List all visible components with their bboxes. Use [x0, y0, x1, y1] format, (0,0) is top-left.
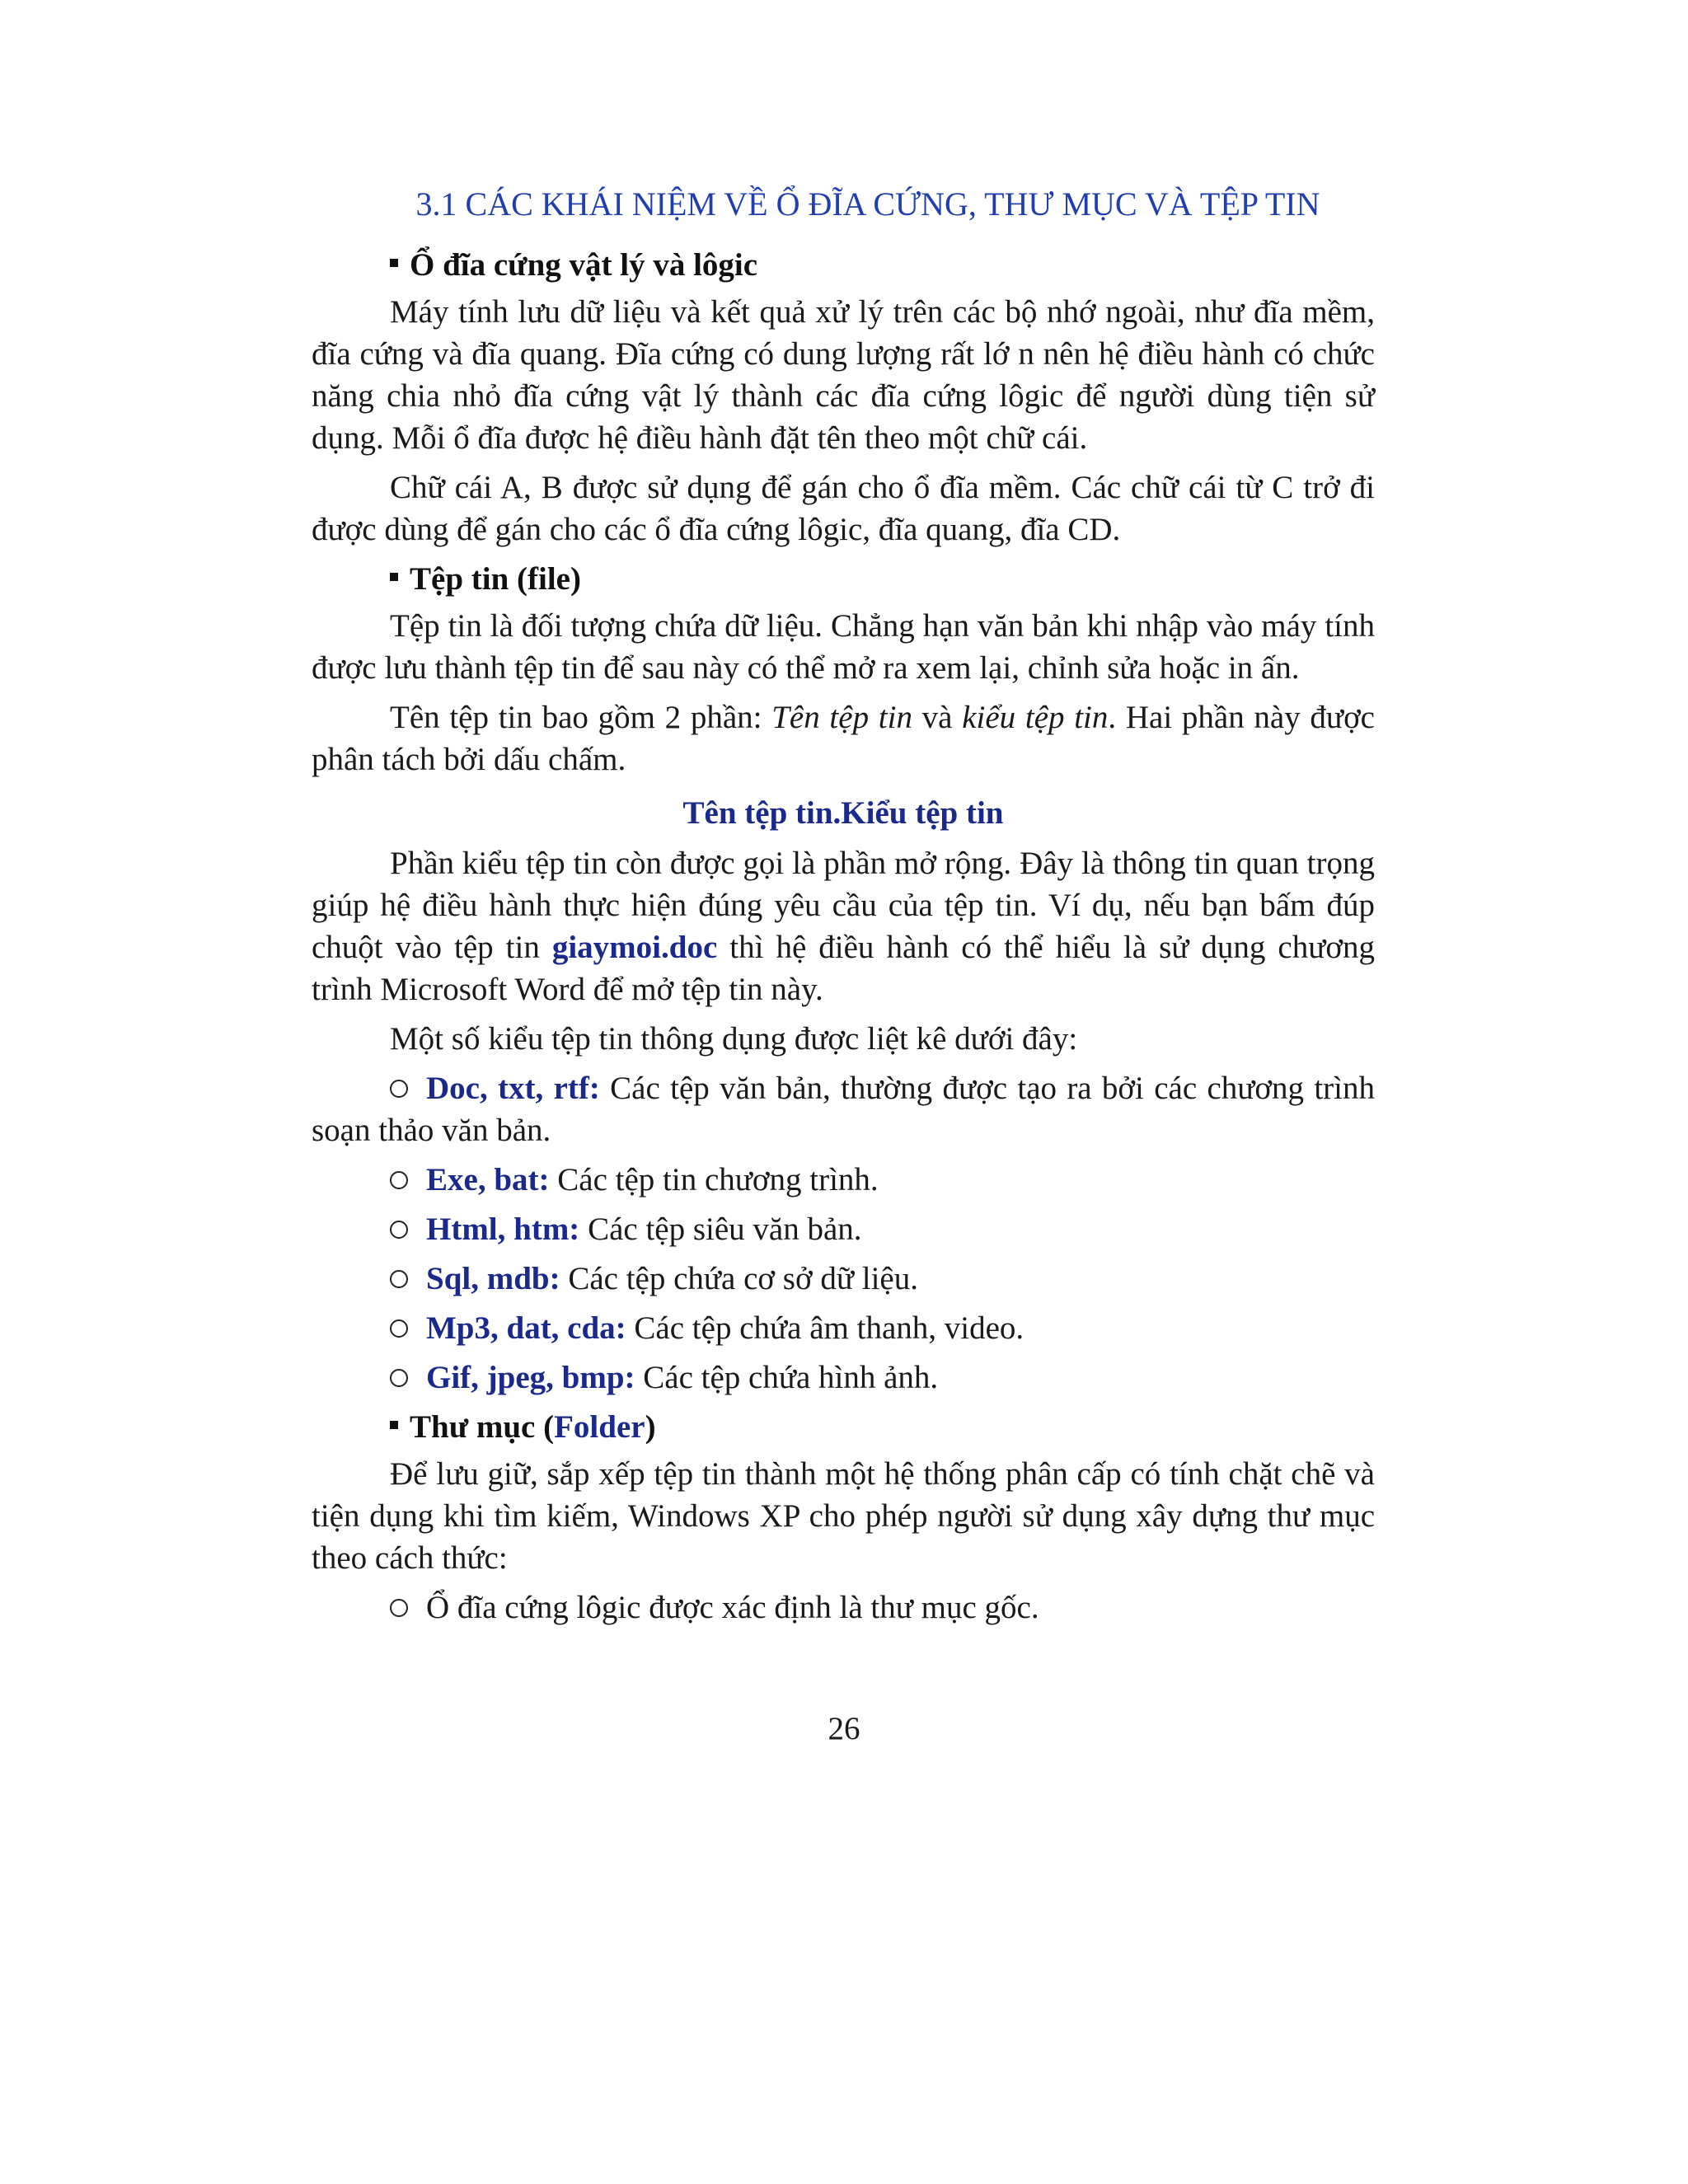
circle-bullet-icon — [390, 1171, 408, 1189]
text-run: Tên tệp tin bao gồm 2 phần: — [390, 700, 772, 735]
filename-format: Tên tệp tin.Kiểu tệp tin — [682, 795, 1004, 831]
square-bullet-icon — [390, 1421, 398, 1429]
subheading-text: Tệp tin (file) — [410, 561, 581, 597]
paragraph: Để lưu giữ, sắp xếp tệp tin thành một hệ thống phân cấp có tính chặt chẽ và tiện dụng khi tìm kiếm, Windows XP cho phép người sử dụng xây dựng thư mục theo cách thức: — [312, 1456, 1375, 1576]
list-item-text: Ổ đĩa cứng lôgic được xác định là thư mục gốc. — [426, 1590, 1039, 1625]
circle-bullet-icon — [390, 1221, 408, 1239]
list-item — [312, 1307, 1375, 1349]
circle-bullet-icon — [390, 1080, 408, 1098]
file-type-desc: Các tệp chứa âm thanh, video. — [626, 1310, 1025, 1346]
italic-term: kiểu tệp tin — [962, 700, 1109, 735]
subheading-folder — [312, 1406, 1375, 1448]
paragraph-filename — [312, 696, 1375, 780]
subheading-text: Ổ đĩa cứng vật lý và lôgic — [410, 247, 758, 283]
square-bullet-icon — [390, 573, 398, 581]
page-content — [312, 180, 1375, 1636]
text-run: Phần kiểu tệp tin còn được gọi là phần mở rộng. Đây là thông tin quan trọng giúp hệ điều hành thực hiện đúng yêu cầu của tệp tin. Ví dụ, nếu bạn bấm đúp chuột vào tệp tin — [312, 846, 1375, 965]
file-type-desc: Các tệp chứa cơ sở dữ liệu. — [560, 1261, 918, 1296]
circle-bullet-icon — [390, 1369, 408, 1387]
list-item — [312, 1586, 1375, 1629]
example-filename: giaymoi.doc — [551, 930, 718, 965]
list-item — [312, 1258, 1375, 1300]
file-type-desc: Các tệp chứa hình ảnh. — [635, 1360, 939, 1395]
text-run: . Hai phần này được phân tách bởi dấu chấm. — [312, 700, 1375, 777]
paragraph: Tệp tin là đối tượng chứa dữ liệu. Chẳng hạn văn bản khi nhập vào máy tính được lưu thành tệp tin để sau này có thể mở ra xem lại, chỉnh sửa hoặc in ấn. — [312, 608, 1375, 686]
page-number: 26 — [828, 1711, 860, 1746]
text-run: và — [912, 700, 963, 735]
circle-bullet-icon — [390, 1319, 408, 1338]
paragraph: Một số kiểu tệp tin thông dụng được liệt kê dưới đây: — [390, 1021, 1078, 1057]
subheading-hard-disk — [312, 244, 1375, 286]
file-type: Doc, txt, rtf: — [426, 1071, 600, 1106]
paragraph: Máy tính lưu dữ liệu và kết quả xử lý trên các bộ nhớ ngoài, như đĩa mềm, đĩa cứng và đĩa quang. Đĩa cứng có dung lượng rất lớ n nên hệ điều hành có chức năng chia nhỏ đĩa cứng vật lý thành các đĩa cứng lôgic để người dùng tiện sử dụng. Mỗi ổ đĩa được hệ điều hành đặt tên theo một chữ cái. — [312, 294, 1375, 456]
paragraph: Chữ cái A, B được sử dụng để gán cho ổ đĩa mềm. Các chữ cái từ C trở đi được dùng để gán cho các ổ đĩa cứng lôgic, đĩa quang, đĩa CD. — [312, 470, 1375, 547]
list-item — [312, 1357, 1375, 1399]
file-type: Gif, jpeg, bmp: — [426, 1360, 635, 1395]
subheading-text: ) — [645, 1409, 656, 1445]
section-heading: 3.1 CÁC KHÁI NIỆM VỀ Ổ ĐĨA CỨNG, THƯ MỤC VÀ TỆP TIN — [415, 185, 1320, 223]
file-type: Mp3, dat, cda: — [426, 1310, 626, 1346]
file-type: Html, htm: — [426, 1212, 580, 1247]
file-type: Sql, mdb: — [426, 1261, 560, 1296]
list-item — [312, 1067, 1375, 1151]
square-bullet-icon — [390, 259, 398, 267]
text-run: thì hệ điều hành có thể hiểu là sử dụng chương trình Microsoft Word để mở tệp tin này. — [312, 930, 1375, 1007]
file-type-desc: Các tệp tin chương trình. — [549, 1162, 879, 1197]
subheading-keyword: Folder — [554, 1409, 645, 1445]
file-type-desc: Các tệp văn bản, thường được tạo ra bởi các chương trình soạn thảo văn bản. — [312, 1071, 1375, 1148]
circle-bullet-icon — [390, 1270, 408, 1288]
list-item — [312, 1208, 1375, 1250]
file-type-desc: Các tệp siêu văn bản. — [579, 1212, 862, 1247]
circle-bullet-icon — [390, 1599, 408, 1617]
subheading-text: Thư mục ( — [410, 1409, 555, 1445]
list-item — [312, 1159, 1375, 1201]
italic-term: Tên tệp tin — [771, 700, 912, 735]
subheading-file — [312, 558, 1375, 600]
paragraph-extension — [312, 842, 1375, 1010]
file-type: Exe, bat: — [426, 1162, 550, 1197]
